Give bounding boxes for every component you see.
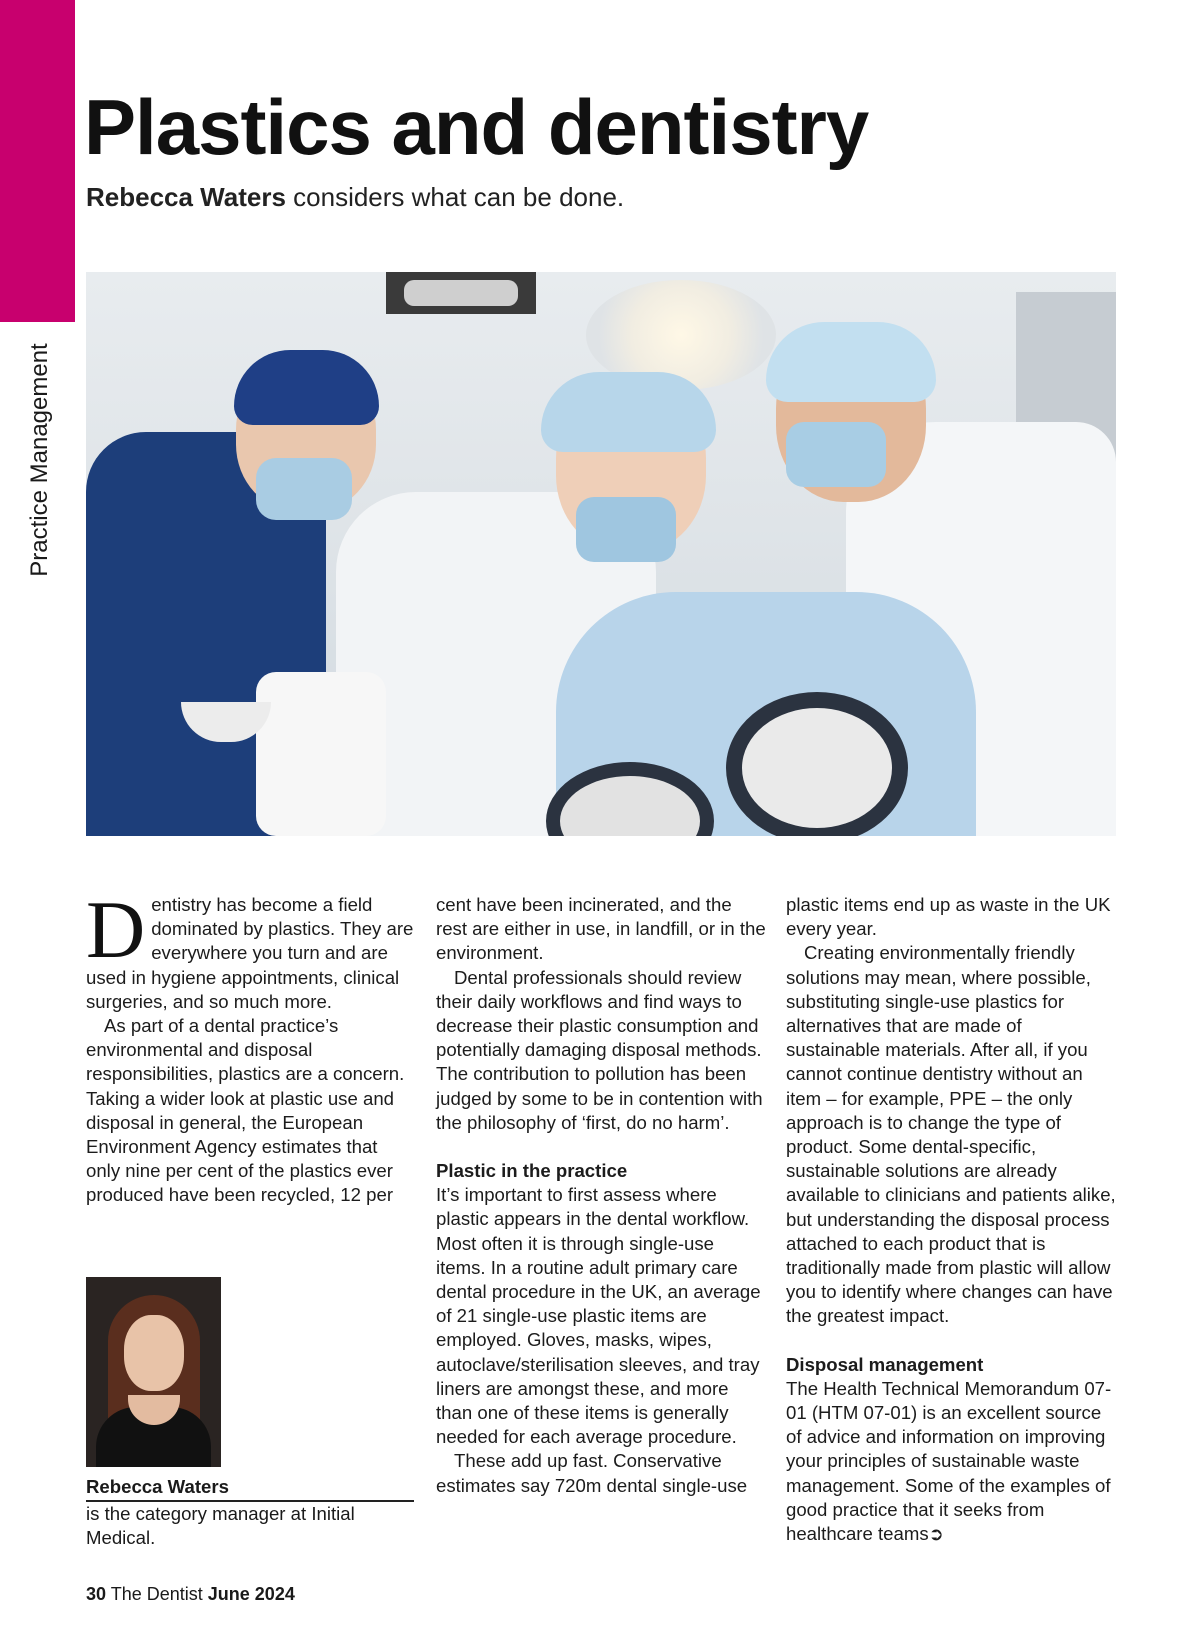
author-photo (86, 1277, 221, 1467)
paragraph: Dental professionals should review their daily workflows and find ways to decrease their plastic consumption and potentially damaging disposal methods. The contribution to pollution has been judged by some to be in contention with the philosophy of ‘first, do no harm’. (436, 966, 763, 1133)
section-label: Practice Management (26, 343, 53, 577)
text-column-3 (786, 893, 1116, 1546)
text-column-1 (86, 884, 416, 1208)
standfirst-author: Rebecca Waters (86, 182, 286, 212)
paragraph (786, 1377, 1116, 1546)
page-footer (86, 1584, 295, 1605)
text-column-2 (436, 893, 766, 1498)
author-name: Rebecca Waters (86, 1475, 414, 1502)
paragraph: cent have been incinerated, and the rest are either in use, in landfill, or in the environment. (436, 894, 766, 964)
article-title: Plastics and dentistry (84, 83, 869, 171)
issue-date: June 2024 (207, 1584, 295, 1604)
paragraph: It’s important to first assess where plastic appears in the dental workflow. Most often it is through single-use items. In a routine adult primary care dental procedure in the UK, an average of 21 single-use plastic items are employed. Gloves, masks, wipes, autoclave/sterilisation sleeves, and tray liners are amongst these, and more than one of these items is generally needed for each average procedure. (436, 1184, 761, 1448)
paragraph (86, 884, 416, 1014)
paragraph: plastic items end up as waste in the UK every year. (786, 894, 1111, 940)
publication-name: The Dentist (110, 1584, 203, 1604)
standfirst (86, 182, 624, 213)
page-number: 30 (86, 1584, 107, 1604)
subheading: Disposal management (786, 1353, 984, 1375)
paragraph-text: entistry has become a field dominated by plastics. They are everywhere you turn and are used in hygiene appointments, clinical surgeries, and so much more. (86, 894, 414, 1012)
section-color-bar (0, 0, 75, 322)
drop-cap: D (86, 884, 146, 975)
paragraph: As part of a dental practice’s environmental and disposal responsibilities, plastics are a concern. Taking a wider look at plastic use and disposal in general, the European Environment Agency estimates that only nine per cent of the plastics ever produced have been recycled, 12 per (86, 1015, 405, 1206)
subheading: Plastic in the practice (436, 1160, 628, 1182)
paragraph: These add up fast. Conservative estimates say 720m dental single-use (436, 1450, 748, 1496)
paragraph-text: The Health Technical Memorandum 07-01 (HTM 07-01) is an excellent source of advice and information on improving your principles of sustainable waste management. Some of the examples of good practice that it seeks from healthcare teams (786, 1377, 1112, 1545)
author-bio: is the category manager at Initial Medical. (86, 1503, 355, 1549)
paragraph: Creating environmentally friendly solutions may mean, where possible, substituting single-use plastics for alternatives that are made of sustainable materials. After all, if you cannot continue dentistry without an item – for example, PPE – the only approach is to change the type of product. Some dental-specific, sustainable solutions are already available to clinicians and patients alike, but understanding the disposal process attached to each product that is traditionally made from plastic will allow you to identify where changes can have the greatest impact. (786, 942, 1116, 1327)
hero-image-dental-surgery (86, 272, 1116, 836)
continue-arrow-icon: ➲ (928, 1524, 944, 1545)
standfirst-text: considers what can be done. (285, 182, 625, 212)
